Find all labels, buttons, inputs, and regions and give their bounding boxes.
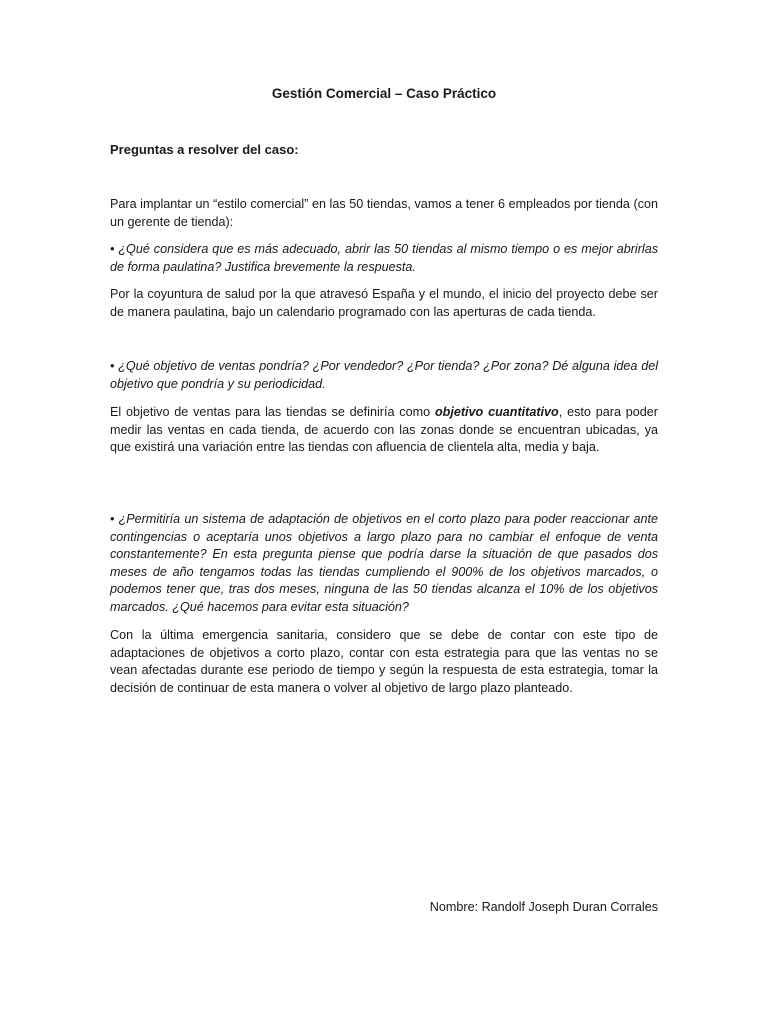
author-signature-line: Nombre: Randolf Joseph Duran Corrales — [429, 900, 658, 914]
document-page — [110, 0, 658, 1024]
answer-1: Por la coyuntura de salud por la que atravesó España y el mundo, el inicio del proyecto debe ser de manera paulatina, bajo un calendario programado con las aperturas de cada tienda. — [110, 287, 658, 319]
answer-2-text-end: , esto para poder medir las ventas en cada tienda, de acuerdo con las zonas donde se encuentran ubicadas, ya que existirá una variación entre las tiendas con afluencia de clientela alta, media y baja. — [110, 405, 658, 454]
answer-2 — [110, 404, 658, 457]
question-2: • ¿Qué objetivo de ventas pondría? ¿Por vendedor? ¿Por tienda? ¿Por zona? Dé alguna idea del objetivo que pondría y su periodicidad. — [110, 359, 658, 391]
question-3: • ¿Permitiría un sistema de adaptación de objetivos en el corto plazo para poder reaccionar ante contingencias o aceptaría unos objetivos a largo plazo para no cambiar el enfoque de venta constantemente? En esta pregunta piense que podría darse la situación de que pasados dos meses de año tengamos todas las tiendas cumpliendo el 900% de los objetivos marcados, o podemos tener que, tras dos meses, ninguna de las 50 tiendas alcanza el 10% de los objetivos marcados. ¿Qué hacemos para evitar esta situación? — [110, 512, 658, 614]
section-heading: Preguntas a resolver del caso: — [110, 142, 299, 157]
answer-2-emphasis: objetivo cuantitativo — [434, 405, 559, 419]
question-1: • ¿Qué considera que es más adecuado, abrir las 50 tiendas al mismo tiempo o es mejor abrirlas de forma paulatina? Justifica brevemente la respuesta. — [110, 242, 658, 274]
document-title: Gestión Comercial – Caso Práctico — [271, 86, 497, 101]
intro-paragraph: Para implantar un “estilo comercial” en las 50 tiendas, vamos a tener 6 empleados por tienda (con un gerente de tienda): — [110, 197, 658, 229]
answer-3: Con la última emergencia sanitaria, considero que se debe de contar con este tipo de adaptaciones de objetivos a corto plazo, contar con esta estrategia para que las ventas no se vean afectadas durante ese periodo de tiempo y según la respuesta de esta estrategia, tomar la decisión de continuar de esta manera o volver al objetivo de largo plazo planteado. — [110, 628, 658, 695]
answer-2-text-start: El objetivo de ventas para las tiendas se definiría como — [110, 405, 435, 419]
